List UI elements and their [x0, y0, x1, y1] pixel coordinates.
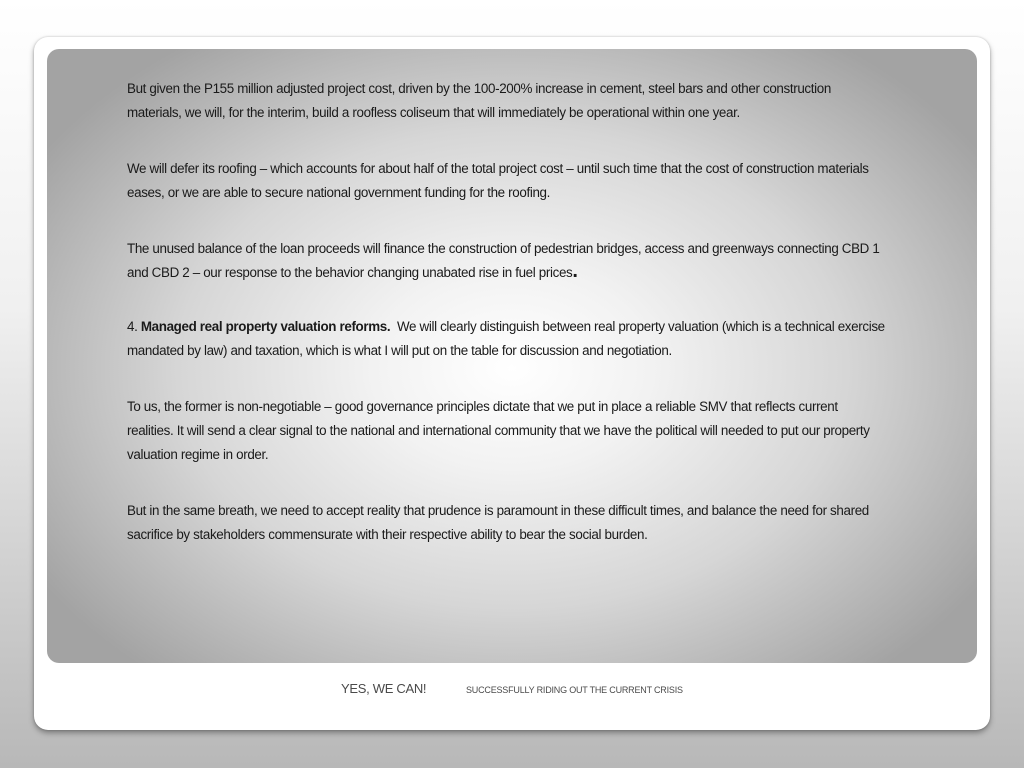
paragraph-text: We will defer its roofing – which accounts for about half of the total project cost – until such time that the cost of construction materials eases, or we are able to secure national government funding for the roofing.: [127, 161, 869, 200]
paragraph-shared-sacrifice: [127, 499, 887, 547]
paragraph-non-negotiable: [127, 395, 887, 467]
paragraph-text: But given the P155 million adjusted project cost, driven by the 100-200% increase in cement, steel bars and other construction materials, we will, for the interim, build a roofless coliseum that will immediately be operational within one year.: [127, 81, 831, 120]
heading-valuation-reforms: Managed real property valuation reforms.: [140, 319, 391, 334]
slide-footer: [34, 677, 990, 707]
paragraph-text: We will clearly distinguish between real property valuation (which is a technical exercise mandated by law) and taxation, which is what I will put on the table for discussion and negotiation.: [127, 319, 889, 358]
paragraph-text: The unused balance of the loan proceeds will finance the construction of pedestrian bridges, access and greenways connecting CBD 1 and CBD 2 – our response to the behavior changing unabated rise in fuel prices: [127, 241, 880, 280]
content-panel: [47, 49, 977, 663]
footer-slogan: YES, WE CAN!: [341, 681, 427, 696]
footer-subtitle: SUCCESSFULLY RIDING OUT THE CURRENT CRISIS: [466, 685, 683, 695]
paragraph-end-mark: .: [572, 260, 578, 282]
paragraph-valuation-reforms: [127, 315, 887, 363]
paragraph-coliseum-cost: [127, 77, 887, 125]
body-text: [127, 77, 887, 579]
paragraph-text: To us, the former is non-negotiable – good governance principles dictate that we put in place a reliable SMV that reflects current realities. It will send a clear signal to the national and international community that we have the political will needed to put our property valuation regime in order.: [127, 399, 870, 462]
paragraph-defer-roofing: [127, 157, 887, 205]
paragraph-text: But in the same breath, we need to accept reality that prudence is paramount in these difficult times, and balance the need for shared sacrifice by stakeholders commensurate with their respective ability to bear the social burden.: [127, 503, 869, 542]
slide-frame: [34, 37, 990, 730]
paragraph-loan-balance: [127, 237, 887, 285]
list-number: 4.: [127, 319, 141, 334]
